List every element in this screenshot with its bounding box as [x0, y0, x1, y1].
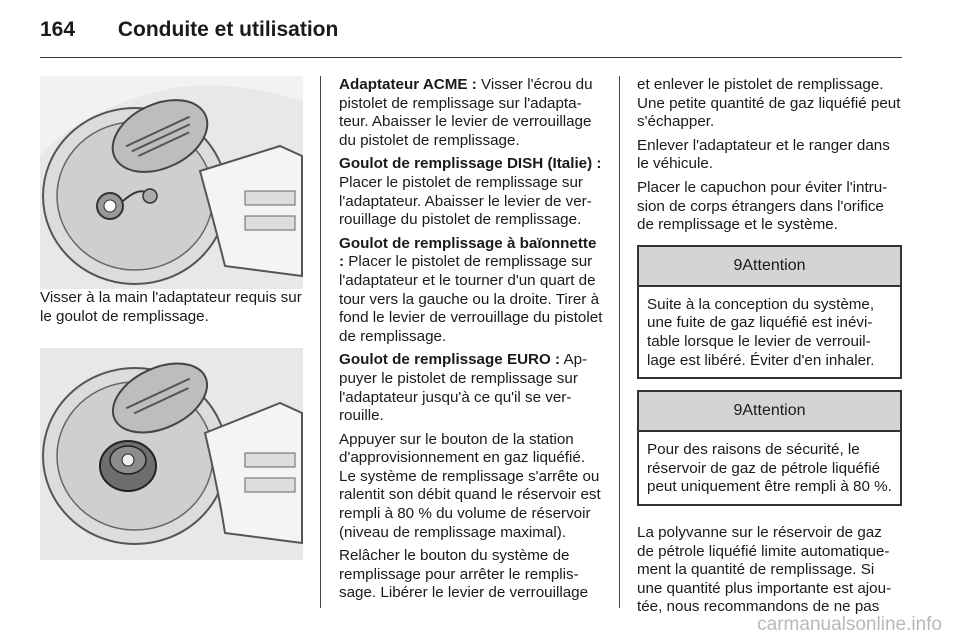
watermark: carmanualsonline.info [757, 614, 942, 635]
page-header [40, 18, 338, 42]
warning-header-1 [639, 247, 900, 287]
warning-box-2 [637, 390, 902, 506]
paragraph-euro: Goulot de remplissage EURO : Appuyer le pistolet de remplissage sur l'adaptateur jusqu'à ce qu'il se verrouille. [339, 351, 588, 425]
header-rule [40, 57, 902, 58]
figure-fuel-cap-open [40, 76, 303, 289]
paragraph-button: Appuyer sur le bouton de la station d'approvisionnement en gaz liquéfié. Le système de remplissage s'arrête ou ralentit son débit quand le réservoir est rempli à 80 % du volume de réservoir (niveau de remplissage maximal). [339, 430, 601, 541]
fuel-cap-illustration [40, 76, 303, 289]
column-right [637, 76, 902, 622]
paragraph-multivalve: La polyvanne sur le réservoir de gaz de pétrole liquéfié limite automatiquement la quantité de remplissage. Si une quantité plus importante est ajoutée, nous recommandons de ne pas [637, 523, 892, 616]
figure-caption-1: Visser à la main l'adaptateur requis sur le goulot de remplissage. [40, 289, 302, 325]
term-dish: Goulot de remplissage DISH (Italie) : [339, 155, 602, 173]
paragraph-store-adapter: Enlever l'adaptateur et le ranger dans le véhicule. [637, 136, 890, 173]
paragraph-remove-nozzle: et enlever le pistolet de remplissage. Une petite quantité de gaz liquéfié peut s'échapper. [637, 76, 901, 131]
figure-adapter-screwed [40, 348, 303, 560]
warning-header-2 [639, 392, 900, 432]
term-euro: Goulot de remplissage EURO : [339, 351, 561, 369]
warning-text-2: Pour des raisons de sécurité, le réservoir de gaz de pétrole liquéfié peut uniquement être rempli à 80 %. [647, 441, 892, 496]
warning-text-1: Suite à la conception du système, une fuite de gaz liquéfié est inévitable lorsque le levier de verrouillage est libéré. Éviter d'en inhaler. [647, 295, 875, 369]
paragraph-release: Relâcher le bouton du système de remplissage pour arrêter le remplissage. Libérer le levier de verrouillage [339, 547, 589, 602]
warning-box-1 [637, 245, 902, 379]
warning-icon: 9 [733, 402, 743, 420]
page-number: 164 [40, 18, 76, 41]
paragraph-dish: Goulot de remplissage DISH (Italie) : Placer le pistolet de remplissage sur l'adaptateur. Abaisser le levier de verrouillage du pistolet de remplissage. [339, 155, 602, 229]
paragraph-acme: Adaptateur ACME : Visser l'écrou du pistolet de remplissage sur l'adaptateur. Abaisser le levier de verrouillage du pistolet de remplissage. [339, 76, 593, 149]
paragraph-bayonet: Goulot de remplissage à baïonnette : Placer le pistolet de remplissage sur l'adaptateur et le tourner d'un quart de tour vers la gauche ou la droite. Tirer à fond le levier de verrouillage du pistolet de remplissage. [339, 234, 603, 345]
column-left [40, 76, 303, 560]
column-middle [339, 76, 603, 608]
adapter-illustration [40, 348, 303, 560]
warning-title-1: Attention [742, 256, 806, 274]
term-bayonet: Goulot de remplissage à baïonnette : [339, 234, 597, 271]
page-title: Conduite et utilisation [117, 18, 339, 41]
warning-icon: 9 [733, 256, 743, 274]
paragraph-cap: Placer le capuchon pour éviter l'intrusion de corps étrangers dans l'orifice de remplissage et le système. [637, 178, 888, 234]
column-divider-1 [320, 76, 321, 608]
column-divider-2 [619, 76, 620, 608]
term-acme: Adaptateur ACME : [339, 76, 477, 93]
warning-title-2: Attention [742, 402, 806, 420]
